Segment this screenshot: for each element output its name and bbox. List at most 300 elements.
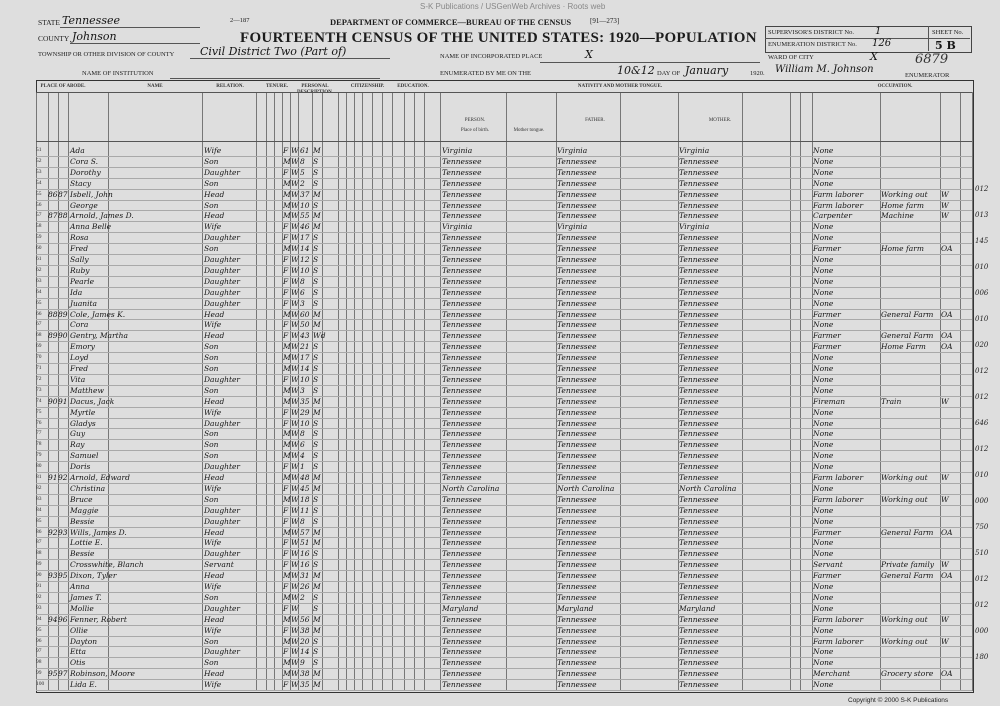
person-name: Vita — [70, 374, 86, 384]
age: 60 — [300, 309, 310, 319]
industry: Home farm — [881, 200, 924, 210]
birthplace-father: Tennessee — [557, 309, 597, 319]
birthplace-person: Tennessee — [442, 462, 482, 472]
birthplace-person: Tennessee — [442, 353, 482, 363]
race: W — [291, 603, 299, 613]
industry: General Farm — [881, 331, 934, 341]
birthplace-father: Tennessee — [557, 342, 597, 352]
sex: M — [283, 473, 291, 482]
marital-status: S — [313, 429, 319, 439]
birthplace-person: Tennessee — [442, 244, 482, 254]
birthplace-person: Tennessee — [442, 331, 482, 341]
department-heading: DEPARTMENT OF COMMERCE—BUREAU OF THE CENSUS — [330, 17, 572, 27]
person-name: Rosa — [70, 233, 89, 243]
birthplace-person: Tennessee — [442, 473, 482, 482]
relation: Daughter — [204, 505, 240, 515]
relation: Daughter — [204, 276, 240, 286]
race: W — [291, 287, 299, 297]
state-value: Tennessee — [62, 14, 120, 27]
race: W — [291, 298, 299, 308]
occupation: None — [813, 451, 834, 461]
sex: M — [283, 396, 291, 406]
section-education: EDUCATION. — [397, 84, 429, 89]
birthplace-person: Tennessee — [442, 505, 482, 515]
sex: M — [283, 156, 291, 166]
birthplace-father: Tennessee — [557, 592, 597, 602]
year-label: 1920. — [750, 70, 765, 77]
ward-value: X — [870, 50, 878, 63]
occupation: Carpenter — [813, 211, 852, 221]
birthplace-mother: Tennessee — [679, 276, 719, 286]
section-occupation: OCCUPATION. — [877, 84, 913, 89]
birthplace-mother: Tennessee — [679, 396, 719, 406]
sex: F — [283, 298, 289, 308]
day-of-label: DAY OF — [657, 70, 681, 77]
sex: M — [283, 527, 291, 537]
age: 14 — [300, 244, 310, 254]
line-number: 74 — [36, 397, 42, 404]
class-of-worker: W — [941, 473, 949, 482]
line-number: 89 — [36, 561, 42, 568]
race: W — [291, 483, 299, 493]
sheet-value: 5 B — [935, 39, 956, 52]
relation: Head — [204, 396, 225, 406]
birthplace-mother: Tennessee — [679, 614, 719, 624]
relation: Daughter — [204, 374, 240, 384]
race: W — [291, 211, 299, 221]
race: W — [291, 222, 299, 232]
supervisor-label: SUPERVISOR'S DISTRICT No. — [768, 29, 854, 36]
margin-code: 012 — [975, 445, 989, 453]
margin-code: 010 — [975, 471, 989, 479]
marital-status: M — [313, 189, 321, 199]
month-value: January — [685, 64, 729, 77]
section-relation: RELATION. — [216, 84, 244, 89]
age: 35 — [300, 396, 310, 406]
person-name: Matthew — [70, 385, 104, 395]
birthplace-father: Tennessee — [557, 374, 597, 384]
birthplace-mother: Tennessee — [679, 156, 719, 166]
marital-status: M — [313, 309, 321, 319]
dwelling-number: 87 — [48, 211, 58, 221]
birthplace-mother: Tennessee — [679, 385, 719, 395]
birthplace-father: Tennessee — [557, 582, 597, 591]
relation: Son — [204, 178, 219, 188]
county-value: Johnson — [72, 30, 117, 43]
age: 8 — [300, 429, 305, 439]
form-number: 2—187 — [230, 17, 250, 24]
class-of-worker: W — [941, 560, 949, 570]
marital-status: S — [313, 418, 319, 428]
age: 5 — [300, 167, 305, 177]
person-name: Lottie E. — [70, 538, 103, 548]
person-name: Dixon, Tyler — [70, 571, 117, 581]
class-of-worker: OA — [941, 571, 953, 581]
line-number: 62 — [36, 266, 42, 273]
birthplace-person: Tennessee — [442, 342, 482, 352]
dwelling-number: 88 — [48, 309, 58, 319]
industry: Home farm — [881, 244, 924, 254]
sex: F — [283, 265, 289, 275]
birthplace-person: Tennessee — [442, 211, 482, 221]
race: W — [291, 167, 299, 177]
birthplace-father: Virginia — [557, 222, 588, 232]
sex: M — [283, 669, 291, 679]
birthplace-father: Virginia — [557, 146, 588, 155]
age: 16 — [300, 549, 310, 559]
person-name: Samuel — [70, 451, 99, 461]
birthplace-father: Tennessee — [557, 298, 597, 308]
birthplace-person: Tennessee — [442, 516, 482, 526]
family-number: 97 — [58, 669, 68, 679]
birthplace-father: Tennessee — [557, 527, 597, 537]
relation: Servant — [204, 560, 234, 570]
person-name: Doris — [70, 462, 91, 472]
occupation: Farm laborer — [813, 189, 864, 199]
birthplace-person: Tennessee — [442, 255, 482, 264]
race: W — [291, 429, 299, 439]
birthplace-person: Tennessee — [442, 636, 482, 646]
occupation: Farmer — [813, 571, 841, 581]
age: 10 — [300, 200, 310, 210]
enumeration-value: 126 — [872, 38, 892, 49]
copyright: Copyright © 2000 S-K Publications — [848, 697, 949, 704]
occupation: None — [813, 287, 834, 297]
person-name: Isbell, John — [70, 189, 113, 199]
relation: Daughter — [204, 603, 240, 613]
section-nativity: NATIVITY AND MOTHER TONGUE. — [577, 84, 663, 89]
birthplace-father: Tennessee — [557, 255, 597, 264]
birthplace-father: Tennessee — [557, 614, 597, 624]
industry: Home Farm — [881, 342, 926, 352]
marital-status: S — [313, 342, 319, 352]
birthplace-father: Tennessee — [557, 473, 597, 482]
class-of-worker: W — [941, 494, 949, 504]
marital-status: S — [313, 658, 319, 668]
line-number: 67 — [36, 321, 42, 328]
race: W — [291, 505, 299, 515]
marital-status: S — [313, 167, 319, 177]
race: W — [291, 549, 299, 559]
relation: Wife — [204, 582, 222, 591]
relation: Head — [204, 614, 225, 624]
birthplace-mother: Tennessee — [679, 527, 719, 537]
age: 21 — [300, 342, 310, 352]
industry: Working out — [881, 614, 928, 624]
age: 6 — [300, 287, 305, 297]
birthplace-mother: Tennessee — [679, 658, 719, 668]
person-name: Fred — [70, 364, 89, 373]
occupation: None — [813, 233, 834, 243]
occupation: None — [813, 320, 834, 330]
birthplace-father: Tennessee — [557, 189, 597, 199]
marital-status: M — [313, 473, 321, 482]
marital-status: M — [313, 669, 321, 679]
occupation: None — [813, 429, 834, 439]
birthplace-person: Tennessee — [442, 364, 482, 373]
occupation: None — [813, 582, 834, 591]
occupation: None — [813, 222, 834, 232]
relation: Wife — [204, 538, 222, 548]
margin-code: 013 — [975, 211, 989, 219]
birthplace-father: Tennessee — [557, 647, 597, 657]
occupation: None — [813, 298, 834, 308]
birthplace-father: Tennessee — [557, 364, 597, 373]
age: 11 — [300, 505, 310, 515]
section-place-of-abode: PLACE OF ABODE. — [40, 84, 86, 89]
margin-code: 145 — [975, 237, 989, 245]
birthplace-father: Tennessee — [557, 265, 597, 275]
person-name: Mollie — [70, 603, 94, 613]
sex: F — [283, 320, 289, 330]
age: 29 — [300, 407, 310, 417]
birthplace-father: Tennessee — [557, 178, 597, 188]
relation: Son — [204, 592, 219, 602]
birthplace-father: Maryland — [557, 603, 594, 613]
birthplace-father: Tennessee — [557, 287, 597, 297]
race: W — [291, 374, 299, 384]
sex: M — [283, 189, 291, 199]
marital-status: S — [313, 462, 319, 472]
margin-code: 020 — [975, 341, 989, 349]
relation: Son — [204, 494, 219, 504]
margin-code: 180 — [975, 653, 989, 661]
margin-code: 510 — [975, 549, 989, 557]
age: 8 — [300, 276, 305, 286]
incorporated-place-label: NAME OF INCORPORATED PLACE — [440, 53, 543, 60]
line-number: 69 — [36, 343, 42, 350]
race: W — [291, 244, 299, 254]
person-name: Etta — [70, 647, 86, 657]
birthplace-mother: Tennessee — [679, 647, 719, 657]
person-name: Bessie — [70, 549, 95, 559]
birthplace-mother: Tennessee — [679, 669, 719, 679]
birthplace-person: Tennessee — [442, 418, 482, 428]
birthplace-mother: Tennessee — [679, 680, 719, 690]
person-name: Cole, James K. — [70, 309, 126, 319]
occupation: None — [813, 483, 834, 493]
birthplace-father: Tennessee — [557, 233, 597, 243]
relation: Son — [204, 451, 219, 461]
sex: M — [283, 592, 291, 602]
industry: Working out — [881, 494, 928, 504]
occupation: None — [813, 462, 834, 472]
age: 10 — [300, 418, 310, 428]
birthplace-father: Tennessee — [557, 451, 597, 461]
birthplace-mother: Tennessee — [679, 298, 719, 308]
person-name: Cora — [70, 320, 89, 330]
dwelling-number: 91 — [48, 473, 58, 482]
age: 8 — [300, 516, 305, 526]
line-number: 73 — [36, 386, 42, 393]
birthplace-father: Tennessee — [557, 516, 597, 526]
sex: F — [283, 167, 289, 177]
relation: Son — [204, 353, 219, 363]
race: W — [291, 156, 299, 166]
birthplace-mother: Tennessee — [679, 320, 719, 330]
township-label: TOWNSHIP OR OTHER DIVISION OF COUNTY — [38, 51, 175, 58]
birthplace-mother: Tennessee — [679, 200, 719, 210]
occupation: None — [813, 167, 834, 177]
race: W — [291, 200, 299, 210]
family-number: 93 — [58, 527, 68, 537]
birthplace-mother: Tennessee — [679, 560, 719, 570]
industry: Working out — [881, 189, 928, 199]
sex: M — [283, 571, 291, 581]
class-of-worker: W — [941, 614, 949, 624]
race: W — [291, 418, 299, 428]
person-name: Fenner, Robert — [70, 614, 127, 624]
line-number: 93 — [36, 604, 42, 611]
person-name: Gladys — [70, 418, 96, 428]
watermark: S-K Publications / USGenWeb Archives · Roots web — [420, 2, 606, 11]
birthplace-person: Tennessee — [442, 560, 482, 570]
person-name: Guy — [70, 429, 86, 439]
marital-status: S — [313, 549, 319, 559]
sex: F — [283, 233, 289, 243]
sex: F — [283, 222, 289, 232]
section-citizenship: CITIZENSHIP. — [350, 84, 385, 89]
margin-code: 006 — [975, 289, 989, 297]
race: W — [291, 516, 299, 526]
relation: Daughter — [204, 255, 240, 264]
line-number: 86 — [36, 528, 42, 535]
marital-status: M — [313, 527, 321, 537]
relation: Daughter — [204, 265, 240, 275]
birthplace-mother: Tennessee — [679, 636, 719, 646]
race: W — [291, 571, 299, 581]
enumerator-name: William M. Johnson — [775, 64, 874, 75]
line-number: 96 — [36, 637, 42, 644]
section-name: NAME — [147, 84, 163, 89]
relation: Son — [204, 244, 219, 254]
relation: Son — [204, 385, 219, 395]
sheet-label: SHEET No. — [932, 29, 964, 36]
margin-code: 012 — [975, 185, 989, 193]
race: W — [291, 189, 299, 199]
person-name: Cora S. — [70, 156, 98, 166]
marital-status: M — [313, 571, 321, 581]
industry: General Farm — [881, 571, 934, 581]
age: 10 — [300, 374, 310, 384]
race: W — [291, 473, 299, 482]
line-number: 90 — [36, 572, 42, 579]
section-personal-description: PERSONAL DESCRIPTION. — [297, 84, 333, 95]
race: W — [291, 592, 299, 602]
line-number: 54 — [36, 179, 42, 186]
occupation: None — [813, 255, 834, 264]
birthplace-father: Tennessee — [557, 396, 597, 406]
sex: F — [283, 625, 289, 635]
sex: M — [283, 211, 291, 221]
occupation: Farm laborer — [813, 636, 864, 646]
birthplace-person: Tennessee — [442, 571, 482, 581]
margin-code: 012 — [975, 367, 989, 375]
birthplace-mother: Virginia — [679, 222, 710, 232]
line-number: 79 — [36, 452, 42, 459]
race: W — [291, 538, 299, 548]
person-name: Loyd — [70, 353, 89, 363]
age: 14 — [300, 647, 310, 657]
birthplace-father: Tennessee — [557, 211, 597, 221]
occupation: Fireman — [813, 396, 846, 406]
occupation: None — [813, 146, 834, 155]
birthplace-father: North Carolina — [557, 483, 615, 493]
birthplace-person: Tennessee — [442, 494, 482, 504]
birthplace-father: Tennessee — [557, 636, 597, 646]
person-name: Juanita — [70, 298, 98, 308]
line-number: 68 — [36, 332, 42, 339]
birthplace-mother: Tennessee — [679, 374, 719, 384]
birthplace-father: Tennessee — [557, 320, 597, 330]
age: 8 — [300, 156, 305, 166]
occupation: None — [813, 538, 834, 548]
birthplace-father: Tennessee — [557, 353, 597, 363]
birthplace-mother: Tennessee — [679, 244, 719, 254]
race: W — [291, 462, 299, 472]
race: W — [291, 494, 299, 504]
birthplace-mother: Tennessee — [679, 451, 719, 461]
marital-status: S — [313, 178, 319, 188]
line-number: 66 — [36, 310, 42, 317]
race: W — [291, 146, 299, 155]
birthplace-person: Maryland — [442, 603, 479, 613]
age: 50 — [300, 320, 310, 330]
relation: Wife — [204, 680, 222, 690]
line-number: 56 — [36, 201, 42, 208]
age: 61 — [300, 146, 310, 155]
race: W — [291, 451, 299, 461]
line-number: 81 — [36, 474, 42, 480]
occupation: None — [813, 680, 834, 690]
occupation: None — [813, 592, 834, 602]
race: W — [291, 669, 299, 679]
relation: Head — [204, 527, 225, 537]
enumerated-label: ENUMERATED BY ME ON THE — [440, 70, 531, 77]
relation: Daughter — [204, 298, 240, 308]
marital-status: S — [313, 636, 319, 646]
birthplace-person: Tennessee — [442, 156, 482, 166]
sex: F — [283, 462, 289, 472]
form-code: [91—273] — [590, 17, 620, 25]
sex: F — [283, 582, 289, 591]
race: W — [291, 647, 299, 657]
birthplace-mother: Tennessee — [679, 309, 719, 319]
age: 10 — [300, 265, 310, 275]
birthplace-father: Tennessee — [557, 407, 597, 417]
birthplace-person: Tennessee — [442, 538, 482, 548]
age: 57 — [300, 527, 310, 537]
birthplace-person: Tennessee — [442, 429, 482, 439]
sex: M — [283, 636, 291, 646]
birthplace-person: Tennessee — [442, 407, 482, 417]
age: 48 — [300, 473, 310, 482]
sex: F — [283, 560, 289, 570]
birthplace-father: Tennessee — [557, 571, 597, 581]
subhead-place-of-birth: Place of birth. — [460, 128, 490, 133]
person-name: Christina — [70, 483, 106, 493]
line-number: 97 — [36, 648, 42, 655]
sex: F — [283, 276, 289, 286]
birthplace-mother: Tennessee — [679, 331, 719, 341]
sex: F — [283, 647, 289, 657]
birthplace-father: Tennessee — [557, 385, 597, 395]
state-label: STATE — [38, 18, 60, 27]
person-name: Stacy — [70, 178, 92, 188]
relation: Head — [204, 331, 225, 341]
line-number: 98 — [36, 659, 42, 666]
person-name: George — [70, 200, 98, 210]
